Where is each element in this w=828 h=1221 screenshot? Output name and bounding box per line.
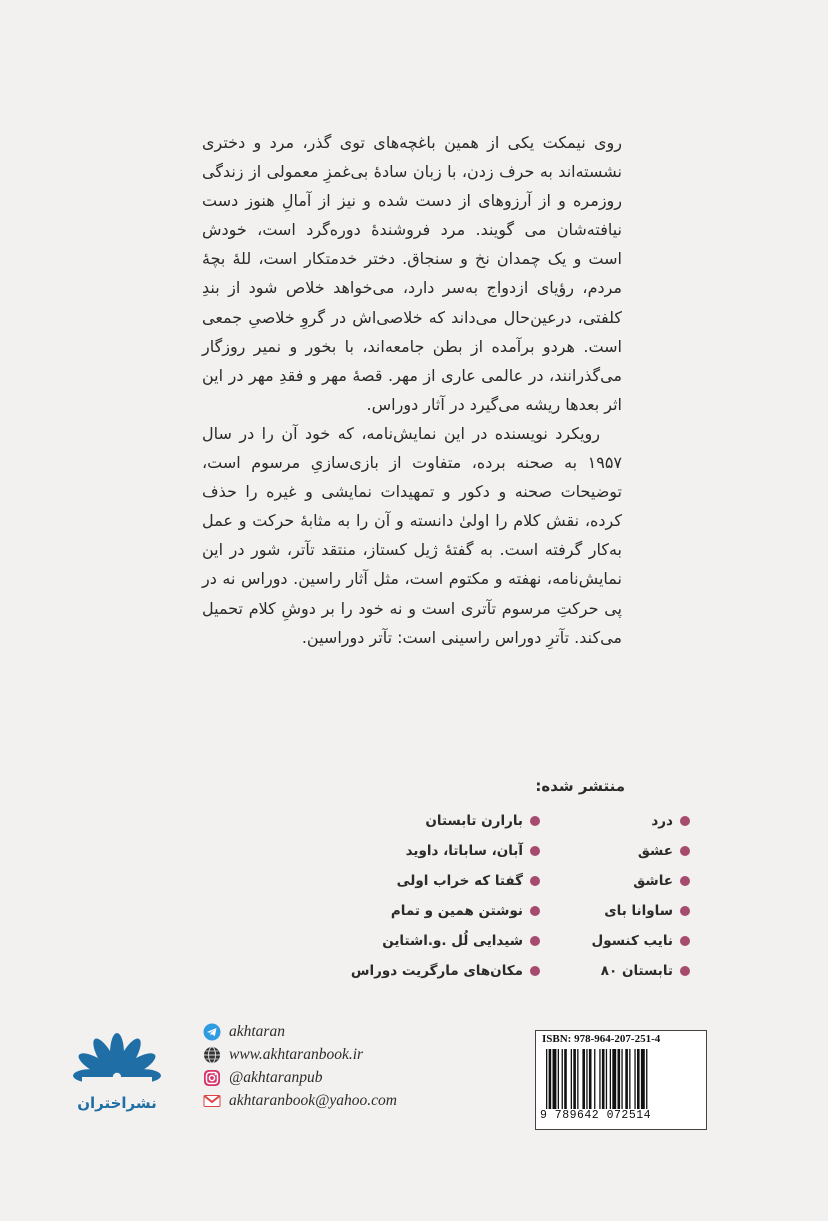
mail-icon: [203, 1092, 221, 1110]
list-item: شیدایی لُل .و.اشتاین: [350, 926, 540, 956]
bullet-icon: [530, 906, 540, 916]
bullet-icon: [680, 816, 690, 826]
barcode-bar: [589, 1049, 592, 1109]
book-blurb: [202, 128, 622, 652]
barcode-bar: [553, 1049, 557, 1109]
blurb-paragraph-2: رویکرد نویسنده در این نمایش‌نامه، که خود آن را در سال ۱۹۵۷ به صحنه برده، متفاوت از بازی‌سازیِ مرسوم است، توضیحات صحنه و دکور و تمهیدات نمایشی و غیره را حذف کرده، نقش کلام را اولیٰ دانسته و آن را به مثابهٔ حرکت و عمل به‌کار گرفته است. به گفتهٔ ژیل کستاز، منتقد تآتر، شور در این نمایش‌نامه، نهفته و مکتوم است، مثل آثار راسین. دوراس نه در پی حرکتِ مرسوم تآتری است و نه خود را بر دوشِ کلام تحمیل می‌کند. تآترِ دوراس راسینی است: تآتر دوراسین.: [202, 423, 622, 647]
barcode-bar: [629, 1049, 630, 1109]
barcode-bar: [637, 1049, 640, 1109]
barcode-bar: [582, 1049, 585, 1109]
barcode-bar: [612, 1049, 616, 1109]
list-item: ساوانا بای: [540, 896, 690, 926]
bullet-icon: [680, 876, 690, 886]
barcode-bar: [646, 1049, 647, 1109]
published-titles-list: [350, 806, 690, 986]
barcode-bar: [562, 1049, 563, 1109]
telegram-contact[interactable]: akhtaran: [203, 1020, 397, 1043]
list-item: عاشق: [540, 866, 690, 896]
barcode-bar: [634, 1049, 635, 1109]
list-item: درد: [540, 806, 690, 836]
barcode-bar: [618, 1049, 621, 1109]
barcode-bar: [599, 1049, 600, 1109]
list-item: عشق: [540, 836, 690, 866]
bullet-icon: [680, 936, 690, 946]
barcode-bar: [606, 1049, 607, 1109]
barcode-bar: [641, 1049, 645, 1109]
list-item: نوشتن همین و تمام: [350, 896, 540, 926]
list-item: نایب کنسول: [540, 926, 690, 956]
bullet-icon: [680, 906, 690, 916]
list-item: آبان، ساباتا، داوید: [350, 836, 540, 866]
publisher-logo-text: نشراختران: [77, 1094, 157, 1112]
barcode-bar: [558, 1049, 559, 1109]
blurb-paragraph-1: روی نیمکت یکی از همین باغچه‌های توی گذر، مرد و دختری نشسته‌اند به حرف زدن، با زبان سادهٔ بی‌غمزِ معمولی از زندگی روزمره و از آرزوهای از دست شده و نیز از آمالِ هنوز دست نیافته‌شان می گویند. مرد فروشندهٔ دوره‌گرد است، خودش است و یک چمدان نخ و سنجاق. دختر خدمتکار است، للهٔ بچهٔ مردم، رؤیای ازدواج به‌سر دارد، می‌خواهد خلاص شود از بندِ کلفتی، درعین‌حال می‌داند که خلاصی‌اش در گروِ خلاصیِ جمعی است. هردو برآمده از بطن جامعه‌اند، با بخور و نمیر روزگار می‌گذرانند، در عالمی عاری از مهر. قصهٔ مهر و فقدِ مهر در این اثر بعدها ریشه می‌گیرد در آثار دوراس.: [202, 133, 622, 414]
barcode-bar: [621, 1049, 622, 1109]
email-contact[interactable]: akhtaranbook@yahoo.com: [203, 1089, 397, 1112]
instagram-icon: [203, 1069, 221, 1087]
barcode-bar: [549, 1049, 552, 1109]
globe-icon: [203, 1046, 221, 1064]
bullet-icon: [680, 846, 690, 856]
isbn-label: ISBN: 978-964-207-251-4: [542, 1033, 661, 1045]
barcode-bar: [586, 1049, 587, 1109]
barcode-bar: [571, 1049, 572, 1109]
published-heading: منتشر شده:: [535, 777, 625, 795]
barcode-bar: [564, 1049, 567, 1109]
list-item: بارارن تابستان: [350, 806, 540, 836]
bullet-icon: [530, 936, 540, 946]
barcode-bar: [625, 1049, 628, 1109]
barcode-bar: [573, 1049, 576, 1109]
telegram-icon: [203, 1023, 221, 1041]
bullet-icon: [530, 966, 540, 976]
barcode-digits: 9 789642 072514: [540, 1109, 652, 1122]
barcode-bar: [577, 1049, 578, 1109]
isbn-barcode-box: [535, 1030, 707, 1130]
barcode-bar: [594, 1049, 595, 1109]
publisher-contacts: [203, 1020, 397, 1112]
bullet-icon: [680, 966, 690, 976]
barcode: [544, 1049, 698, 1109]
barcode-bar: [610, 1049, 611, 1109]
barcode-bar: [546, 1049, 547, 1109]
website-contact[interactable]: www.akhtaranbook.ir: [203, 1043, 397, 1066]
barcode-bar: [602, 1049, 605, 1109]
bullet-icon: [530, 876, 540, 886]
list-item: گفتا که خراب اولی: [350, 866, 540, 896]
bullet-icon: [530, 846, 540, 856]
instagram-contact[interactable]: @akhtaranpub: [203, 1066, 397, 1089]
list-item: مکان‌های مارگریت دوراس: [350, 956, 540, 986]
list-item: تابستان ۸۰: [540, 956, 690, 986]
bullet-icon: [530, 816, 540, 826]
